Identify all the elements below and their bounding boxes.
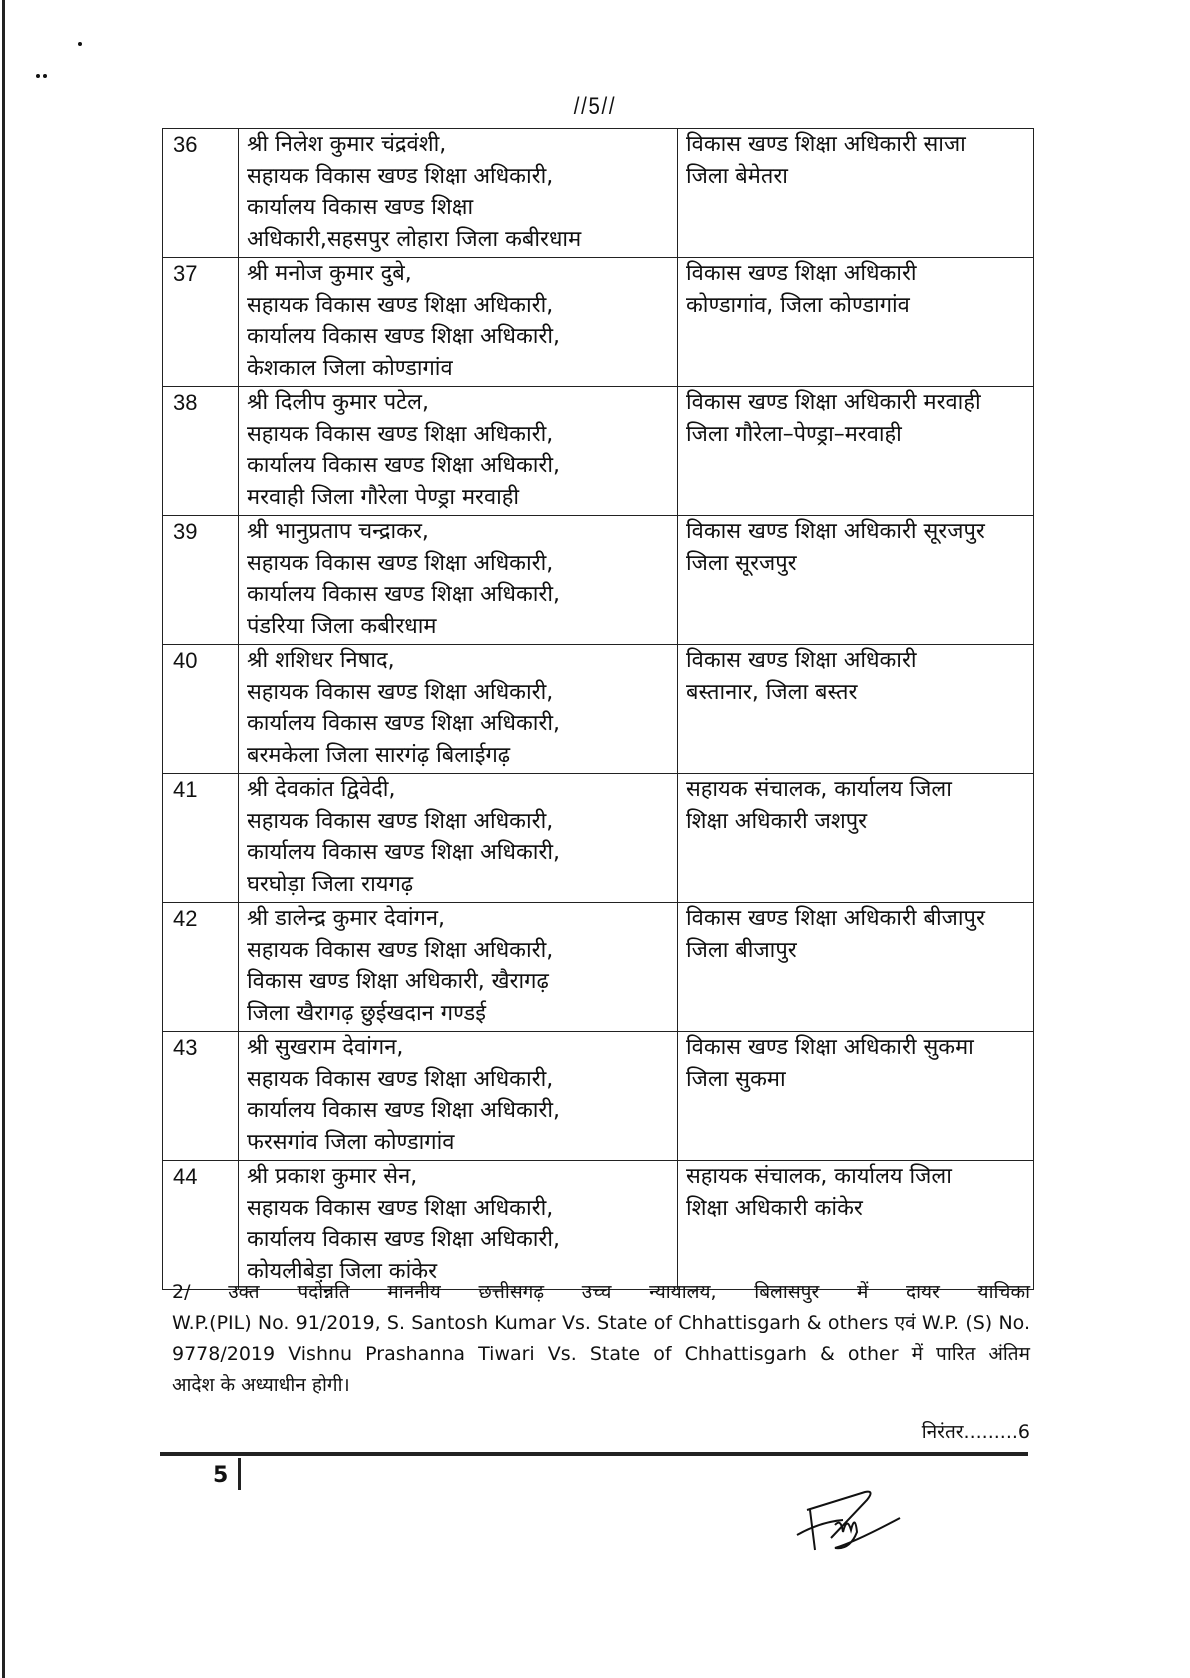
signature [795,1480,905,1560]
employee-detail-line: श्री देवकांत द्विवेदी, [247,777,396,802]
footer-page-number: 5 [213,1463,229,1488]
posting-line: शिक्षा अधिकारी कांकेर [686,1195,863,1221]
continued-note: निरंतर.........6 [921,1421,1030,1443]
posting-line: जिला सूरजपुर [686,550,797,576]
posting-cell [678,129,1034,258]
table-row [163,645,1034,774]
employee-detail-line: फरसगांव जिला कोण्डागांव [247,1129,455,1155]
posting-cell [678,258,1034,387]
posting-cell [678,903,1034,1032]
employee-details-cell [239,258,678,387]
order-paragraph [172,1277,1030,1401]
employee-details-cell [239,774,678,903]
employee-details-cell [239,1161,678,1290]
promotion-table [162,128,1034,1290]
serial-number-cell: 43 [163,1032,239,1161]
table-row [163,1032,1034,1161]
posting-line: विकास खण्ड शिक्षा अधिकारी मरवाही [686,390,981,415]
table-row [163,387,1034,516]
posting-line: विकास खण्ड शिक्षा अधिकारी सुकमा [686,1035,974,1060]
posting-cell [678,1161,1034,1290]
table-row [163,129,1034,258]
employee-detail-line: श्री डालेन्द्र कुमार देवांगन, [247,906,445,931]
employee-detail-line: कार्यालय विकास खण्ड शिक्षा अधिकारी, [247,840,560,865]
table-row [163,1161,1034,1290]
employee-detail-line: श्री निलेश कुमार चंद्रवंशी, [247,132,447,157]
serial-number-cell: 36 [163,129,239,258]
table-row [163,774,1034,903]
posting-line: कोण्डागांव, जिला कोण्डागांव [686,292,910,318]
employee-detail-line: केशकाल जिला कोण्डागांव [247,355,453,381]
employee-detail-line: अधिकारी,सहसपुर लोहारा जिला कबीरधाम [247,226,582,252]
paragraph-line: W.P.(PIL) No. 91/2019, S. Santosh Kumar Vs. State of Chhattisgarh & others एवं W.P. (S) No. [172,1312,1030,1334]
employee-detail-line: सहायक विकास खण्ड शिक्षा अधिकारी, [247,421,554,447]
employee-detail-line: कार्यालय विकास खण्ड शिक्षा अधिकारी, [247,1098,560,1123]
paragraph-line: 9778/2019 Vishnu Prashanna Tiwari Vs. State of Chhattisgarh & other में पारित अंतिम [172,1343,1030,1365]
employee-details-cell [239,1032,678,1161]
posting-line: विकास खण्ड शिक्षा अधिकारी [686,261,917,286]
posting-line: जिला सुकमा [686,1066,786,1092]
page-header: //5// [573,93,617,120]
employee-detail-line: जिला खैरागढ़ छुईखदान गण्डई [247,1000,486,1026]
posting-cell [678,516,1034,645]
table-row [163,903,1034,1032]
employee-details-cell [239,516,678,645]
table-row [163,258,1034,387]
serial-number-cell: 37 [163,258,239,387]
employee-detail-line: सहायक विकास खण्ड शिक्षा अधिकारी, [247,1066,554,1092]
paragraph-line: आदेश के अध्याधीन होगी। [172,1374,350,1396]
employee-details-cell [239,903,678,1032]
posting-cell [678,645,1034,774]
footer-rule [160,1452,1028,1456]
posting-line: शिक्षा अधिकारी जशपुर [686,808,868,834]
posting-cell [678,774,1034,903]
employee-detail-line: पंडरिया जिला कबीरधाम [247,613,437,639]
employee-detail-line: श्री दिलीप कुमार पटेल, [247,390,429,415]
posting-line: जिला बीजापुर [686,937,797,963]
posting-line: विकास खण्ड शिक्षा अधिकारी सूरजपुर [686,519,985,544]
serial-number-cell: 40 [163,645,239,774]
employee-detail-line: श्री भानुप्रताप चन्द्राकर, [247,519,429,544]
serial-number-cell: 38 [163,387,239,516]
employee-detail-line: विकास खण्ड शिक्षा अधिकारी, खैरागढ़ [247,969,549,994]
employee-detail-line: कार्यालय विकास खण्ड शिक्षा अधिकारी, [247,453,560,478]
employee-detail-line: सहायक विकास खण्ड शिक्षा अधिकारी, [247,679,554,705]
posting-line: जिला गौरेला–पेण्ड्रा–मरवाही [686,421,902,447]
employee-detail-line: कोयलीबेड़ा जिला कांकेर [247,1258,438,1284]
employee-detail-line: घरघोड़ा जिला रायगढ़ [247,871,414,897]
employee-detail-line: सहायक विकास खण्ड शिक्षा अधिकारी, [247,292,554,318]
footer-divider [238,1458,241,1490]
scan-speck [43,74,47,78]
employee-detail-line: सहायक विकास खण्ड शिक्षा अधिकारी, [247,163,554,189]
table-row [163,516,1034,645]
employee-detail-line: कार्यालय विकास खण्ड शिक्षा [247,195,474,220]
employee-detail-line: श्री प्रकाश कुमार सेन, [247,1164,418,1189]
employee-details-cell [239,645,678,774]
employee-details-cell [239,129,678,258]
employee-details-cell [239,387,678,516]
serial-number-cell: 44 [163,1161,239,1290]
employee-detail-line: कार्यालय विकास खण्ड शिक्षा अधिकारी, [247,324,560,349]
posting-line: सहायक संचालक, कार्यालय जिला [686,777,952,802]
employee-detail-line: बरमकेला जिला सारगंढ़ बिलाईगढ़ [247,742,511,768]
posting-cell [678,387,1034,516]
paragraph-line: 2/ उक्त पदोन्नति माननीय छत्तीसगढ़ उच्च न्यायालय, बिलासपुर में दायर याचिका [172,1281,1030,1303]
scan-speck [78,42,82,46]
employee-detail-line: श्री सुखराम देवांगन, [247,1035,404,1060]
employee-detail-line: सहायक विकास खण्ड शिक्षा अधिकारी, [247,550,554,576]
employee-detail-line: कार्यालय विकास खण्ड शिक्षा अधिकारी, [247,711,560,736]
posting-line: सहायक संचालक, कार्यालय जिला [686,1164,952,1189]
posting-line: विकास खण्ड शिक्षा अधिकारी [686,648,917,673]
employee-detail-line: कार्यालय विकास खण्ड शिक्षा अधिकारी, [247,582,560,607]
posting-line: बस्तानार, जिला बस्तर [686,679,858,705]
serial-number-cell: 41 [163,774,239,903]
employee-detail-line: श्री शशिधर निषाद, [247,648,395,673]
posting-line: विकास खण्ड शिक्षा अधिकारी बीजापुर [686,906,985,931]
serial-number-cell: 39 [163,516,239,645]
posting-cell [678,1032,1034,1161]
serial-number-cell: 42 [163,903,239,1032]
scan-speck [36,74,40,78]
employee-detail-line: सहायक विकास खण्ड शिक्षा अधिकारी, [247,1195,554,1221]
employee-detail-line: कार्यालय विकास खण्ड शिक्षा अधिकारी, [247,1227,560,1252]
posting-line: जिला बेमेतरा [686,163,788,189]
posting-line: विकास खण्ड शिक्षा अधिकारी साजा [686,132,966,157]
employee-detail-line: मरवाही जिला गौरेला पेण्ड्रा मरवाही [247,484,520,510]
employee-detail-line: सहायक विकास खण्ड शिक्षा अधिकारी, [247,937,554,963]
employee-detail-line: सहायक विकास खण्ड शिक्षा अधिकारी, [247,808,554,834]
employee-detail-line: श्री मनोज कुमार दुबे, [247,261,412,286]
scan-edge [2,0,5,1678]
